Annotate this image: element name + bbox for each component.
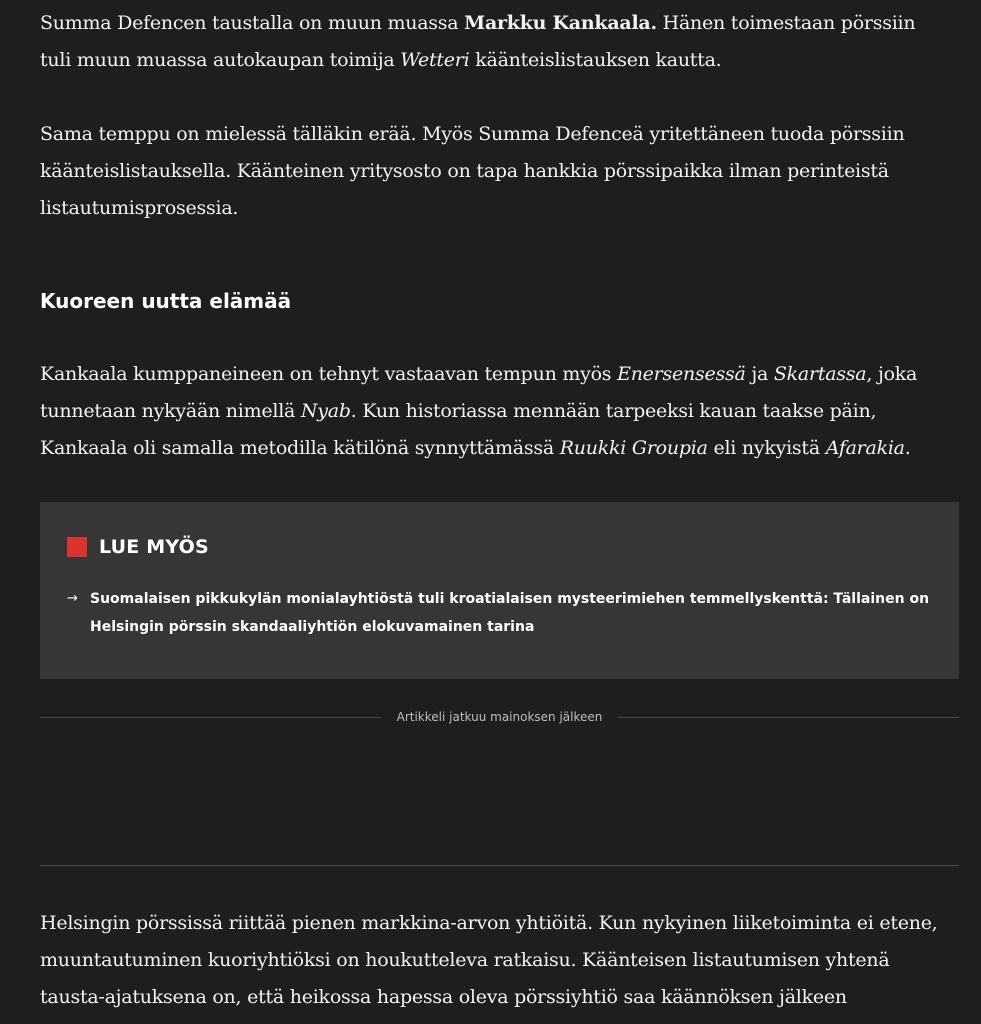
italic-company: Afarakia (825, 437, 905, 459)
paragraph-2: Sama temppu on mielessä tälläkin erää. Myös Summa Defenceä yritettäneen tuoda pörssiin käänteislistauksella. Käänteinen yritysosto on tapa hankkia pörssipaikka ilman perinteistä listautumisprosessia. (40, 123, 905, 219)
read-also-header (67, 536, 209, 558)
read-also-title: LUE MYÖS (99, 536, 209, 558)
related-article-link[interactable] (67, 585, 937, 641)
paragraph-1 (40, 5, 945, 79)
ad-label: Artikkeli jatkuu mainoksen jälkeen (396, 710, 603, 724)
paragraph-3 (40, 356, 945, 467)
text-span: Summa Defencen taustalla on muun muassa (40, 12, 465, 34)
text-span: eli nykyistä (707, 437, 826, 459)
arrow-right-icon: → (67, 591, 78, 606)
section-heading: Kuoreen uutta elämää (40, 289, 292, 313)
text-span: käänteislistauksen kautta. (469, 49, 722, 71)
text-span: . (904, 437, 911, 459)
red-square-icon (67, 537, 87, 557)
related-article-title: Suomalaisen pikkukylän monialayhtiöstä tuli kroatialaisen mysteerimiehen temmellyskenttä: Tällainen on Helsingin pörssin skandaaliyhtiön elokuvamainen tarina (90, 591, 930, 635)
read-also-box (40, 502, 959, 679)
italic-company: Enersensessä (617, 363, 746, 385)
divider-line (618, 717, 959, 718)
text-span: Hänen toimestaan pörssiin tuli muun muassa autokaupan toimija (40, 12, 916, 71)
italic-company: Nyab (300, 400, 351, 422)
ad-bottom-divider (40, 865, 959, 866)
paragraph-4: Helsingin pörssissä riittää pienen markkina-arvon yhtiöitä. Kun nykyinen liiketoiminta ei etene, muuntautuminen kuoriyhtiöksi on houkutteleva ratkaisu. Käänteisen listautumisen yhtenä tausta-ajatuksena on, että heikossa hapessa oleva pörssiyhtiö saa käännöksen jälkeen (40, 912, 938, 1008)
text-span: , joka tunnetaan nykyään nimellä (40, 363, 918, 422)
bold-name: Markku Kankaala. (464, 12, 657, 34)
ad-divider (40, 707, 959, 727)
italic-company: Ruukki Groupia (559, 437, 708, 459)
text-span: Kankaala kumppaneineen on tehnyt vastaavan tempun myös (40, 363, 618, 385)
italic-company: Skartassa (773, 363, 867, 385)
italic-company: Wetteri (400, 49, 470, 71)
text-span: ja (745, 363, 774, 385)
divider-line (40, 717, 381, 718)
text-span: . Kun historiassa mennään tarpeeksi kauan taakse päin, Kankaala oli samalla metodilla kätilönä synnyttämässä (40, 400, 877, 459)
